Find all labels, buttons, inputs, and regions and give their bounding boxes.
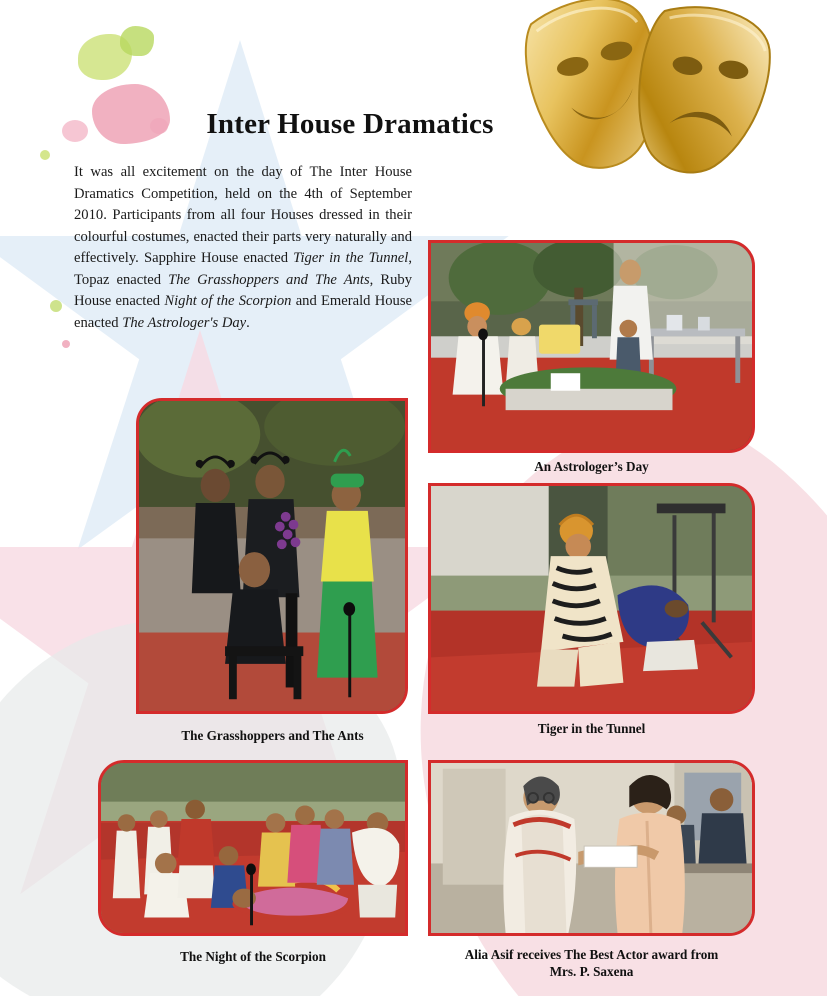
paint-dot-green [50, 300, 62, 312]
caption-grasshoppers: The Grasshoppers and The Ants [181, 728, 364, 743]
photo-grasshoppers [136, 398, 408, 714]
paint-dot-pink [62, 340, 70, 348]
caption-award-line2: Mrs. P. Saxena [549, 964, 634, 979]
caption-tiger: Tiger in the Tunnel [537, 721, 646, 736]
theatre-masks-icon [517, 0, 777, 209]
photo-tiger [428, 483, 755, 714]
photo-award [428, 760, 755, 936]
caption-award-line1: Alia Asif receives The Best Actor award from [464, 947, 719, 962]
paint-dot-green-2 [40, 150, 50, 160]
photo-astrologer [428, 240, 755, 453]
intro-paragraph: It was all excitement on the day of The Inter House Dramatics Competition, held on the 4th of September 2010. Participants from all four Houses dressed in their colourful costumes, enacted their parts very naturally and effectively. Sapphire House enacted Tiger in the Tunnel, Topaz enacted The Grasshoppers and The Ants, Ruby House enacted Night of the Scorpion and Emerald House enacted The Astrologer's Day. [74, 164, 412, 331]
caption-scorpion: The Night of the Scorpion [180, 949, 326, 964]
page-title: Inter House Dramatics [206, 108, 494, 140]
photo-scorpion [98, 760, 408, 936]
caption-astrologer: An Astrologer’s Day [534, 459, 649, 474]
paint-blob-green-small [120, 26, 154, 56]
caption-award [424, 946, 759, 980]
